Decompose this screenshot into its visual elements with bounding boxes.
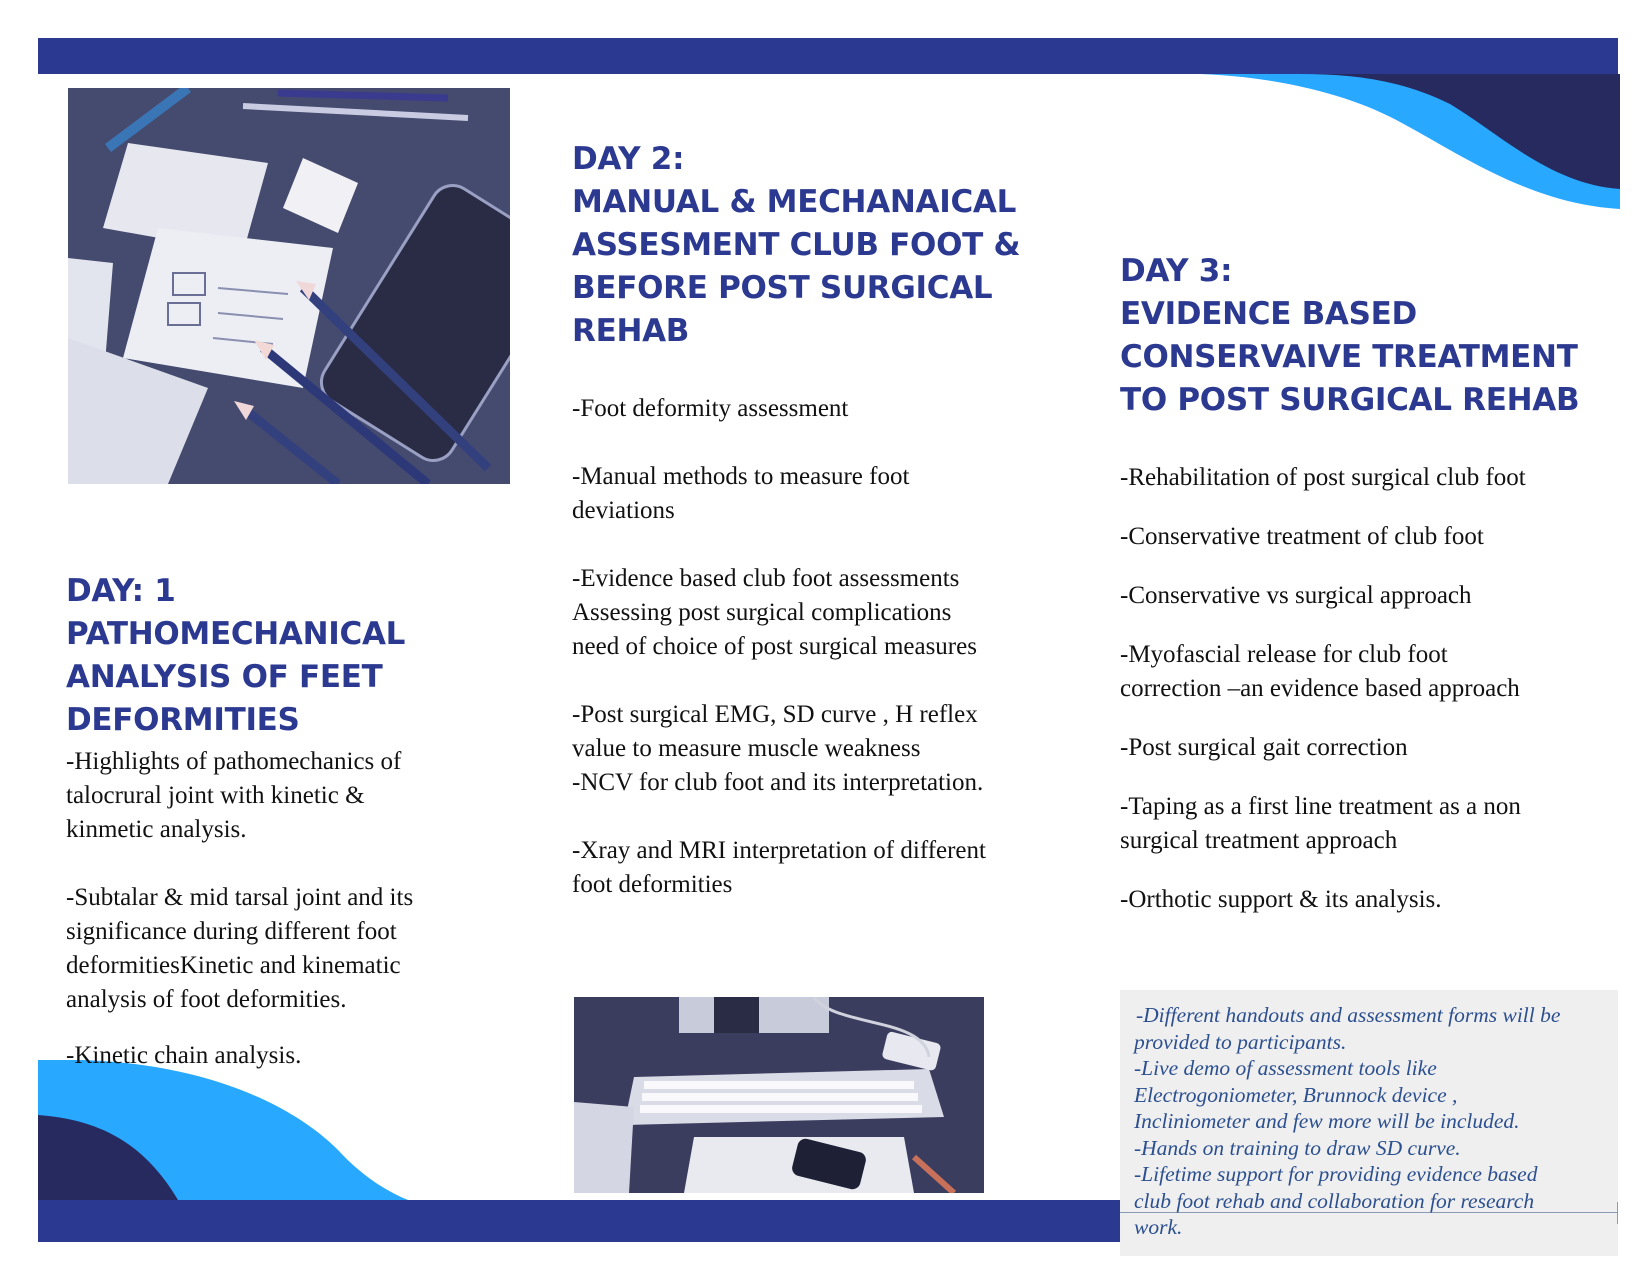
- day1-heading-line: PATHOMECHANICAL: [66, 616, 406, 652]
- day1-items: [66, 745, 506, 1073]
- keyboard-desk-photo: [574, 997, 984, 1193]
- day2-heading-line: ASSESMENT CLUB FOOT &: [572, 227, 1021, 263]
- list-item: -Taping as a first line treatment as a non surgical treatment approach: [1120, 793, 1521, 854]
- notes-divider-tick: [1617, 1202, 1618, 1224]
- day2-heading-line: REHAB: [572, 313, 690, 349]
- notes-line: work.: [1134, 1215, 1183, 1239]
- day1-heading: [66, 570, 405, 742]
- day1-heading-line: DAY: 1: [66, 573, 176, 609]
- day3-heading-line: CONSERVAIVE TREATMENT: [1120, 339, 1578, 375]
- day2-items: [572, 392, 1072, 902]
- day2-heading: [572, 138, 1020, 353]
- bottom-left-wave: [38, 1060, 418, 1200]
- day2-heading-line: DAY 2:: [572, 141, 685, 177]
- day3-heading-line: EVIDENCE BASED: [1120, 296, 1417, 332]
- notes-line: -Hands on training to draw SD curve.: [1134, 1135, 1461, 1160]
- notes-text: [1134, 1002, 1614, 1241]
- notes-line: Incliniometer and few more will be included.: [1134, 1109, 1520, 1133]
- notes-line: -Lifetime support for providing evidence based: [1134, 1162, 1538, 1186]
- list-item: -Highlights of pathomechanics of talocrural joint with kinetic & kinmetic analysis.: [66, 748, 402, 843]
- list-item: -Conservative vs surgical approach: [1120, 582, 1472, 609]
- list-item: -Post surgical gait correction: [1120, 734, 1408, 761]
- list-item: -Evidence based club foot assessments Assessing post surgical complications need of choice of post surgical measures: [572, 565, 977, 660]
- list-item: -Myofascial release for club foot correction –an evidence based approach: [1120, 641, 1520, 702]
- day3-heading-line: TO POST SURGICAL REHAB: [1120, 382, 1580, 418]
- list-item: -Conservative treatment of club foot: [1120, 523, 1484, 550]
- list-item: -Xray and MRI interpretation of different foot deformities: [572, 837, 986, 898]
- day1-heading-line: ANALYSIS OF FEET: [66, 659, 383, 695]
- top-band: [38, 38, 1618, 74]
- day3-items: [1120, 461, 1620, 917]
- notes-line: provided to participants.: [1134, 1029, 1347, 1054]
- list-item: -Post surgical EMG, SD curve , H reflex value to measure muscle weakness -NCV for club foot and its interpretation.: [572, 701, 984, 796]
- list-item: -Manual methods to measure foot deviations: [572, 463, 910, 524]
- notes-line: -Live demo of assessment tools like: [1134, 1056, 1437, 1080]
- day3-heading-line: DAY 3:: [1120, 253, 1233, 289]
- notes-line: -Different handouts and assessment forms will be: [1136, 1003, 1561, 1027]
- list-item: -Foot deformity assessment: [572, 395, 849, 422]
- list-item: -Subtalar & mid tarsal joint and its significance during different foot deformitiesKinetic and kinematic analysis of foot deformities.: [66, 884, 414, 1013]
- notes-line: Electrogoniometer, Brunnock device ,: [1134, 1082, 1458, 1107]
- list-item: -Rehabilitation of post surgical club foot: [1120, 464, 1526, 491]
- day3-heading: [1120, 250, 1579, 422]
- day2-heading-line: BEFORE POST SURGICAL: [572, 270, 993, 306]
- day2-heading-line: MANUAL & MECHANAICAL: [572, 184, 1017, 220]
- desk-sketches-photo: [68, 88, 510, 484]
- day1-heading-line: DEFORMITIES: [66, 702, 300, 738]
- notes-line: club foot rehab and collaboration for research: [1134, 1188, 1535, 1213]
- list-item: -Kinetic chain analysis.: [66, 1042, 302, 1069]
- top-right-wave: [1200, 74, 1620, 214]
- list-item: -Orthotic support & its analysis.: [1120, 886, 1442, 913]
